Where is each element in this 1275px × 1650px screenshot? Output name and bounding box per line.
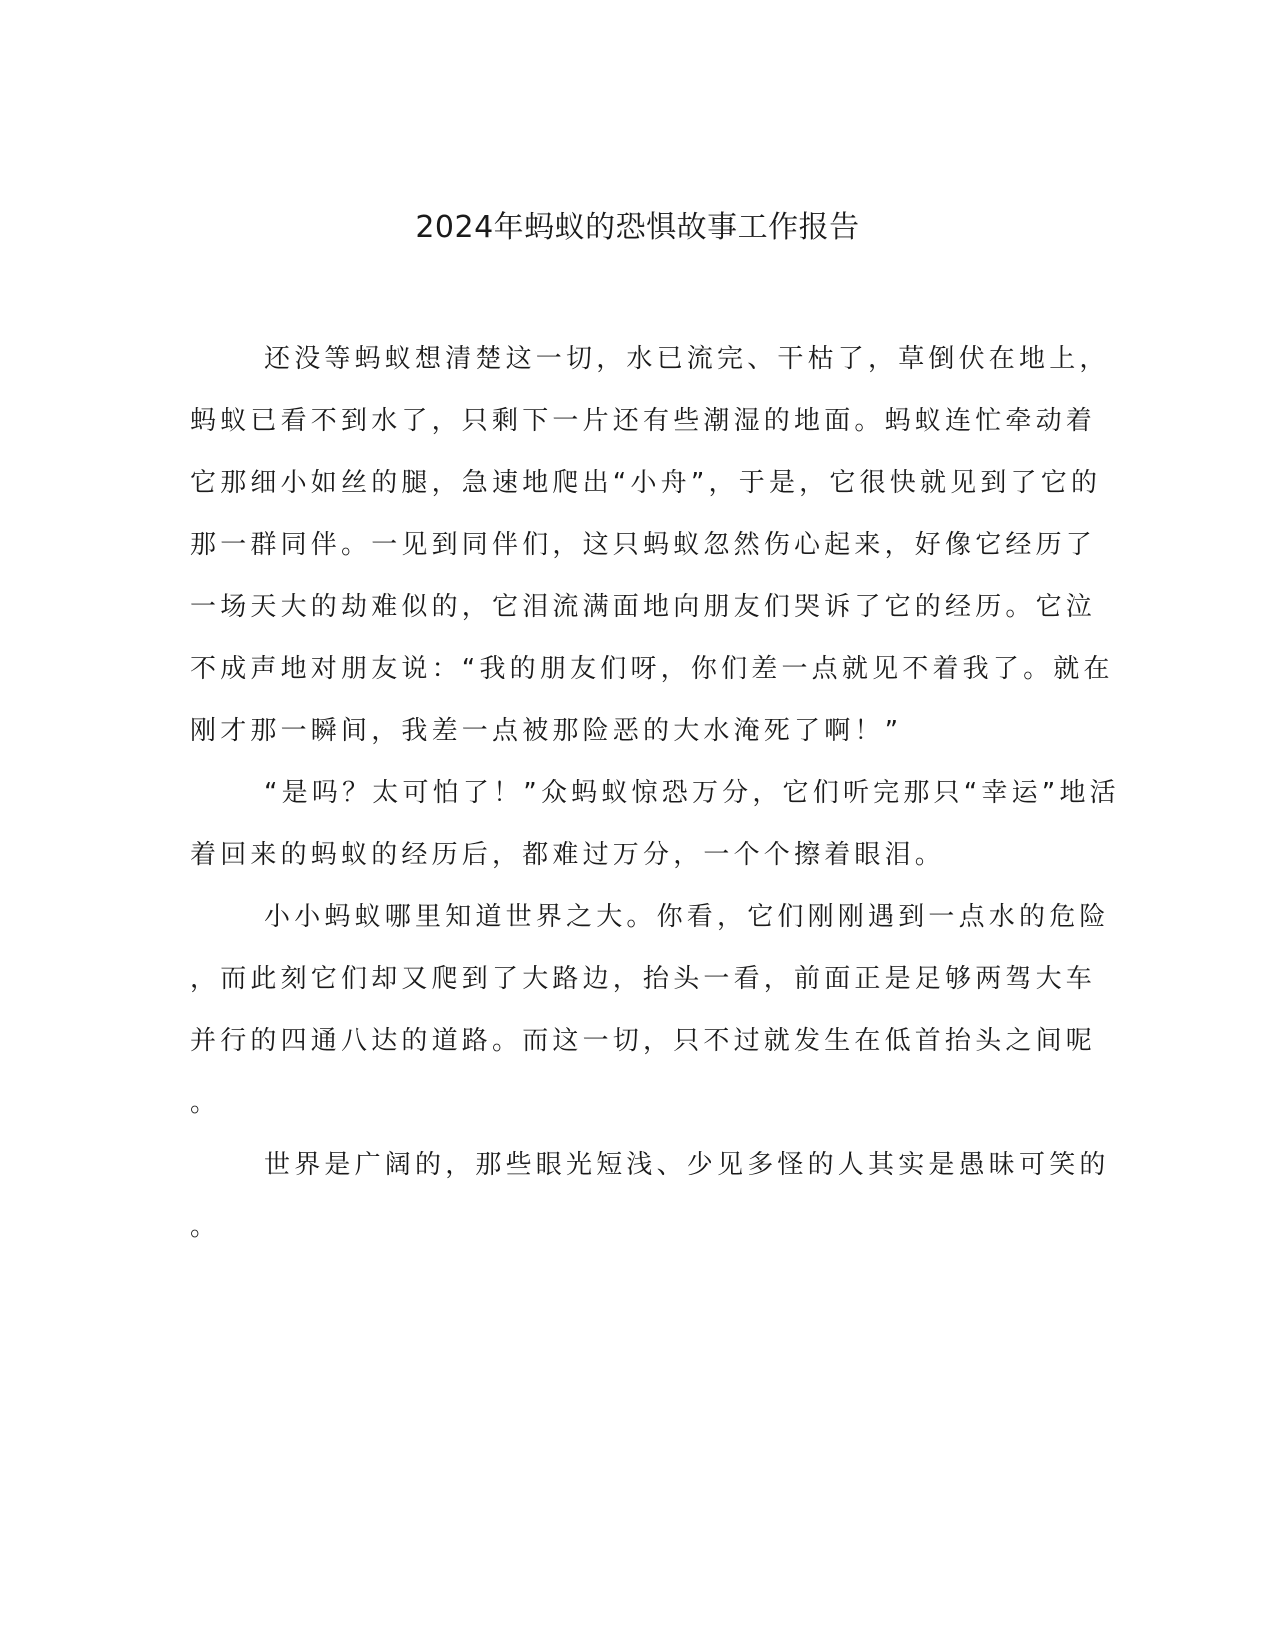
paragraph-line: 小小蚂蚁哪里知道世界之大。你看，它们刚刚遇到一点水的危险 (264, 902, 1110, 932)
paragraph-line: 那一群同伴。一见到同伴们，这只蚂蚁忽然伤心起来，好像它经历了 (190, 530, 1097, 560)
paragraph-line: ，而此刻它们却又爬到了大路边，抬头一看，前面正是足够两驾大车 (190, 964, 1097, 994)
paragraph-line: 。 (190, 1212, 221, 1242)
document-title: 2024年蚂蚁的恐惧故事工作报告 (415, 210, 860, 245)
paragraph-line: 世界是广阔的，那些眼光短浅、少见多怪的人其实是愚昧可笑的 (264, 1150, 1110, 1180)
paragraph-line: 蚂蚁已看不到水了，只剩下一片还有些潮湿的地面。蚂蚁连忙牵动着 (190, 406, 1097, 436)
paragraph-line: “是吗？太可怕了！”众蚂蚁惊恐万分，它们听完那只“幸运”地活 (264, 778, 1120, 808)
document-body (190, 328, 1120, 1258)
paragraph-line: 它那细小如丝的腿，急速地爬出“小舟”，于是，它很快就见到了它的 (190, 468, 1102, 498)
paragraph-line: 刚才那一瞬间，我差一点被那险恶的大水淹死了啊！” (190, 716, 903, 746)
paragraph-line: 不成声地对朋友说：“我的朋友们呀，你们差一点就见不着我了。就在 (190, 654, 1114, 684)
paragraph-line: 并行的四通八达的道路。而这一切，只不过就发生在低首抬头之间呢 (190, 1026, 1097, 1056)
paragraph-line: 。 (190, 1088, 221, 1118)
paragraph-line: 还没等蚂蚁想清楚这一切，水已流完、干枯了，草倒伏在地上， (264, 344, 1110, 374)
paragraph-line: 一场天大的劫难似的，它泪流满面地向朋友们哭诉了它的经历。它泣 (190, 592, 1097, 622)
paragraph-line: 着回来的蚂蚁的经历后，都难过万分，一个个擦着眼泪。 (190, 840, 946, 870)
